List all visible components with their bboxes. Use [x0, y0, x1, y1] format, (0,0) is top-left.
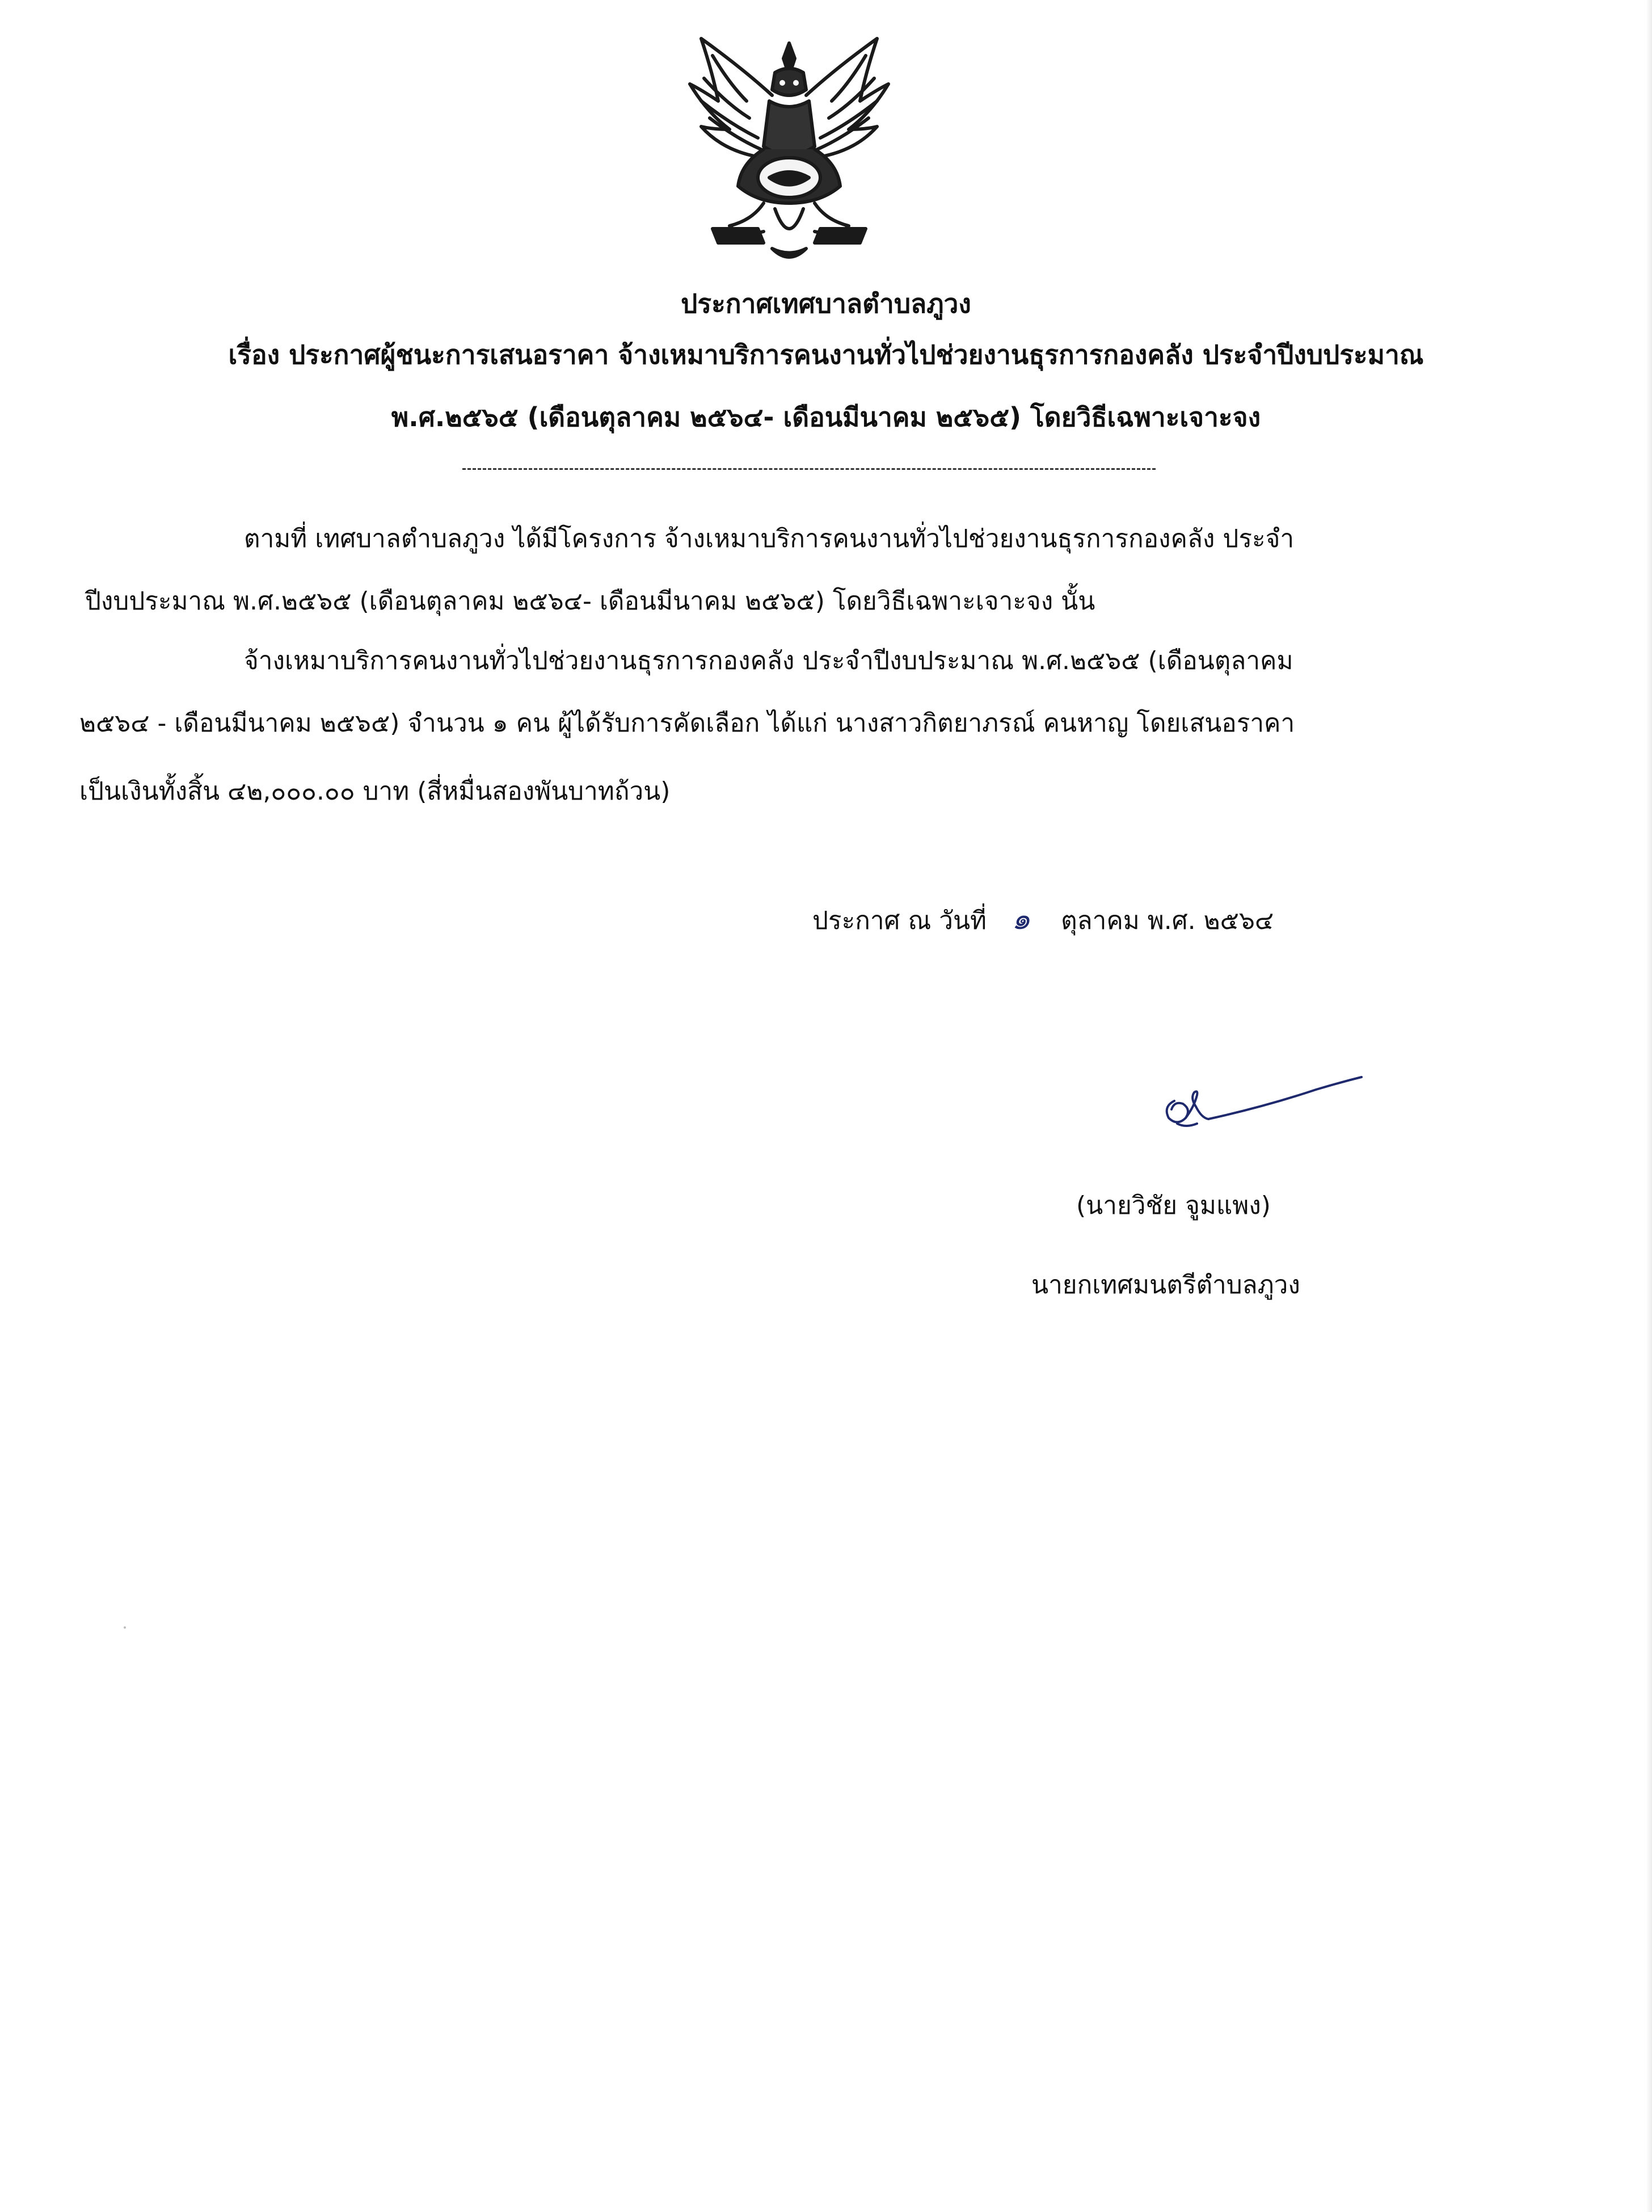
handwritten-signature	[1152, 1067, 1379, 1146]
page-edge-shadow	[1646, 0, 1652, 2212]
announcement-date	[812, 902, 1274, 938]
signatory-title: นายกเทศมนตรีตำบลภูวง	[1031, 1271, 1300, 1300]
announcement-title: ประกาศเทศบาลตำบลภูวง	[681, 288, 971, 319]
heading-divider	[462, 468, 1156, 470]
announcement-subject-line-1: เรื่อง ประกาศผู้ชนะการเสนอราคา จ้างเหมาบริการคนงานทั่วไปช่วยงานธุรการกองคลัง ประจำปีงบประมาณ	[228, 339, 1424, 370]
garuda-emblem-icon	[678, 33, 900, 271]
paragraph-2-line-3: เป็นเงินทั้งสิ้น ๔๒,๐๐๐.๐๐ บาท (สี่หมื่นสองพันบาทถ้วน)	[79, 777, 671, 806]
scan-artifact	[124, 1626, 126, 1629]
date-label: ประกาศ ณ วันที่	[812, 906, 987, 935]
paragraph-1-line-2: ปีงบประมาณ พ.ศ.๒๕๖๕ (เดือนตุลาคม ๒๕๖๔- เดือนมีนาคม ๒๕๖๕) โดยวิธีเฉพาะเจาะจง นั้น	[85, 587, 1095, 616]
date-day-handwritten: ๑	[1012, 902, 1031, 936]
paragraph-2-line-2: ๒๕๖๔ - เดือนมีนาคม ๒๕๖๕) จำนวน ๑ คน ผู้ได้รับการคัดเลือก ได้แก่ นางสาวกิตยาภรณ์ คนหาญ โดยเสนอราคา	[79, 709, 1295, 738]
date-month-year: ตุลาคม พ.ศ. ๒๕๖๔	[1061, 906, 1274, 935]
paragraph-2-line-1: จ้างเหมาบริการคนงานทั่วไปช่วยงานธุรการกองคลัง ประจำปีงบประมาณ พ.ศ.๒๕๖๕ (เดือนตุลาคม	[244, 646, 1293, 675]
signatory-name: (นายวิชัย จูมแพง)	[1076, 1191, 1271, 1220]
announcement-subject-line-2: พ.ศ.๒๕๖๕ (เดือนตุลาคม ๒๕๖๔- เดือนมีนาคม ๒๕๖๕) โดยวิธีเฉพาะเจาะจง	[391, 402, 1261, 432]
paragraph-1-line-1: ตามที่ เทศบาลตำบลภูวง ได้มีโครงการ จ้างเหมาบริการคนงานทั่วไปช่วยงานธุรการกองคลัง ประจำ	[244, 524, 1295, 553]
